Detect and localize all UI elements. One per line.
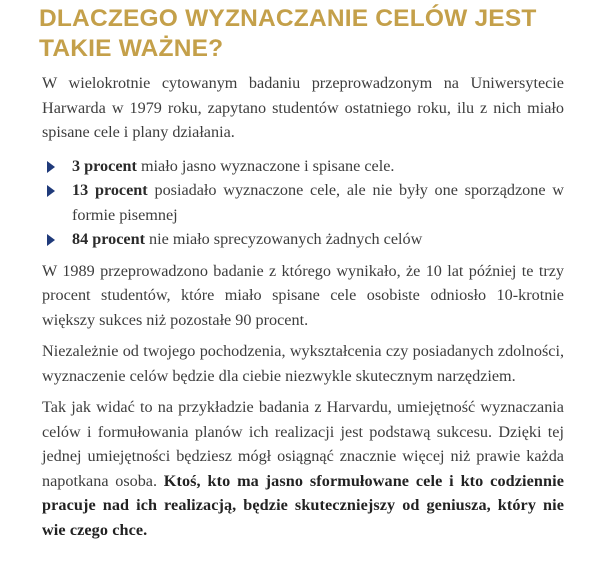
followup-paragraph: W 1989 przeprowadzono badanie z którego wynikało, że 10 lat później te trzy procent studentów, które miało spisane cele osobiste odniosło 10-krotnie większy sukces niż pozostałe 90 procent. [42,261,564,329]
bullet-percent: 13 procent [72,181,148,199]
triangle-right-icon [47,185,55,197]
conclusion-text: Tak jak widać to na przykładzie badania z Harvardu, umiejętność wyznaczania celów i formułowania planów ich realizacji jest podstawą sukcesu. Dzięki tej jednej umiejętności będziesz mógł osiągnąć znacznie więcej niż prawie każda napotkana osoba. [42,398,564,490]
document-page [39,0,565,542]
statistics-list [42,154,564,252]
triangle-right-icon [47,161,55,173]
page-heading: DLACZEGO WYZNACZANIE CELÓW JEST TAKIE WAŻNE? [39,5,537,62]
bullet-percent: 84 procent [72,230,145,248]
bullet-text: miało jasno wyznaczone i spisane cele. [140,156,395,175]
list-item [42,227,564,252]
conclusion-paragraph [42,395,564,542]
independence-paragraph: Niezależnie od twojego pochodzenia, wykształcenia czy posiadanych zdolności, wyznaczenie celów będzie dla ciebie niezwykle skutecznym narzędziem. [42,342,564,385]
bullet-percent: 3 procent [72,156,137,175]
intro-paragraph: W wielokrotnie cytowanym badaniu przeprowadzonym na Uniwersytecie Harwarda w 1979 roku, zapytano studentów ostatniego roku, ilu z nich miało spisane cele i plany działania. [42,74,564,141]
list-item [42,178,564,227]
bullet-text: nie miało sprecyzowanych żadnych celów [149,230,423,248]
bullet-text: posiadało wyznaczone cele, ale nie były one sporządzone w formie pisemnej [72,181,565,224]
list-item [42,154,564,179]
conclusion-emphasis: Ktoś, kto ma jasno sformułowane cele i kto codziennie pracuje nad ich realizacją, będzie skuteczniejszy od geniusza, który nie wie czego chce. [42,471,564,539]
triangle-right-icon [47,234,55,246]
